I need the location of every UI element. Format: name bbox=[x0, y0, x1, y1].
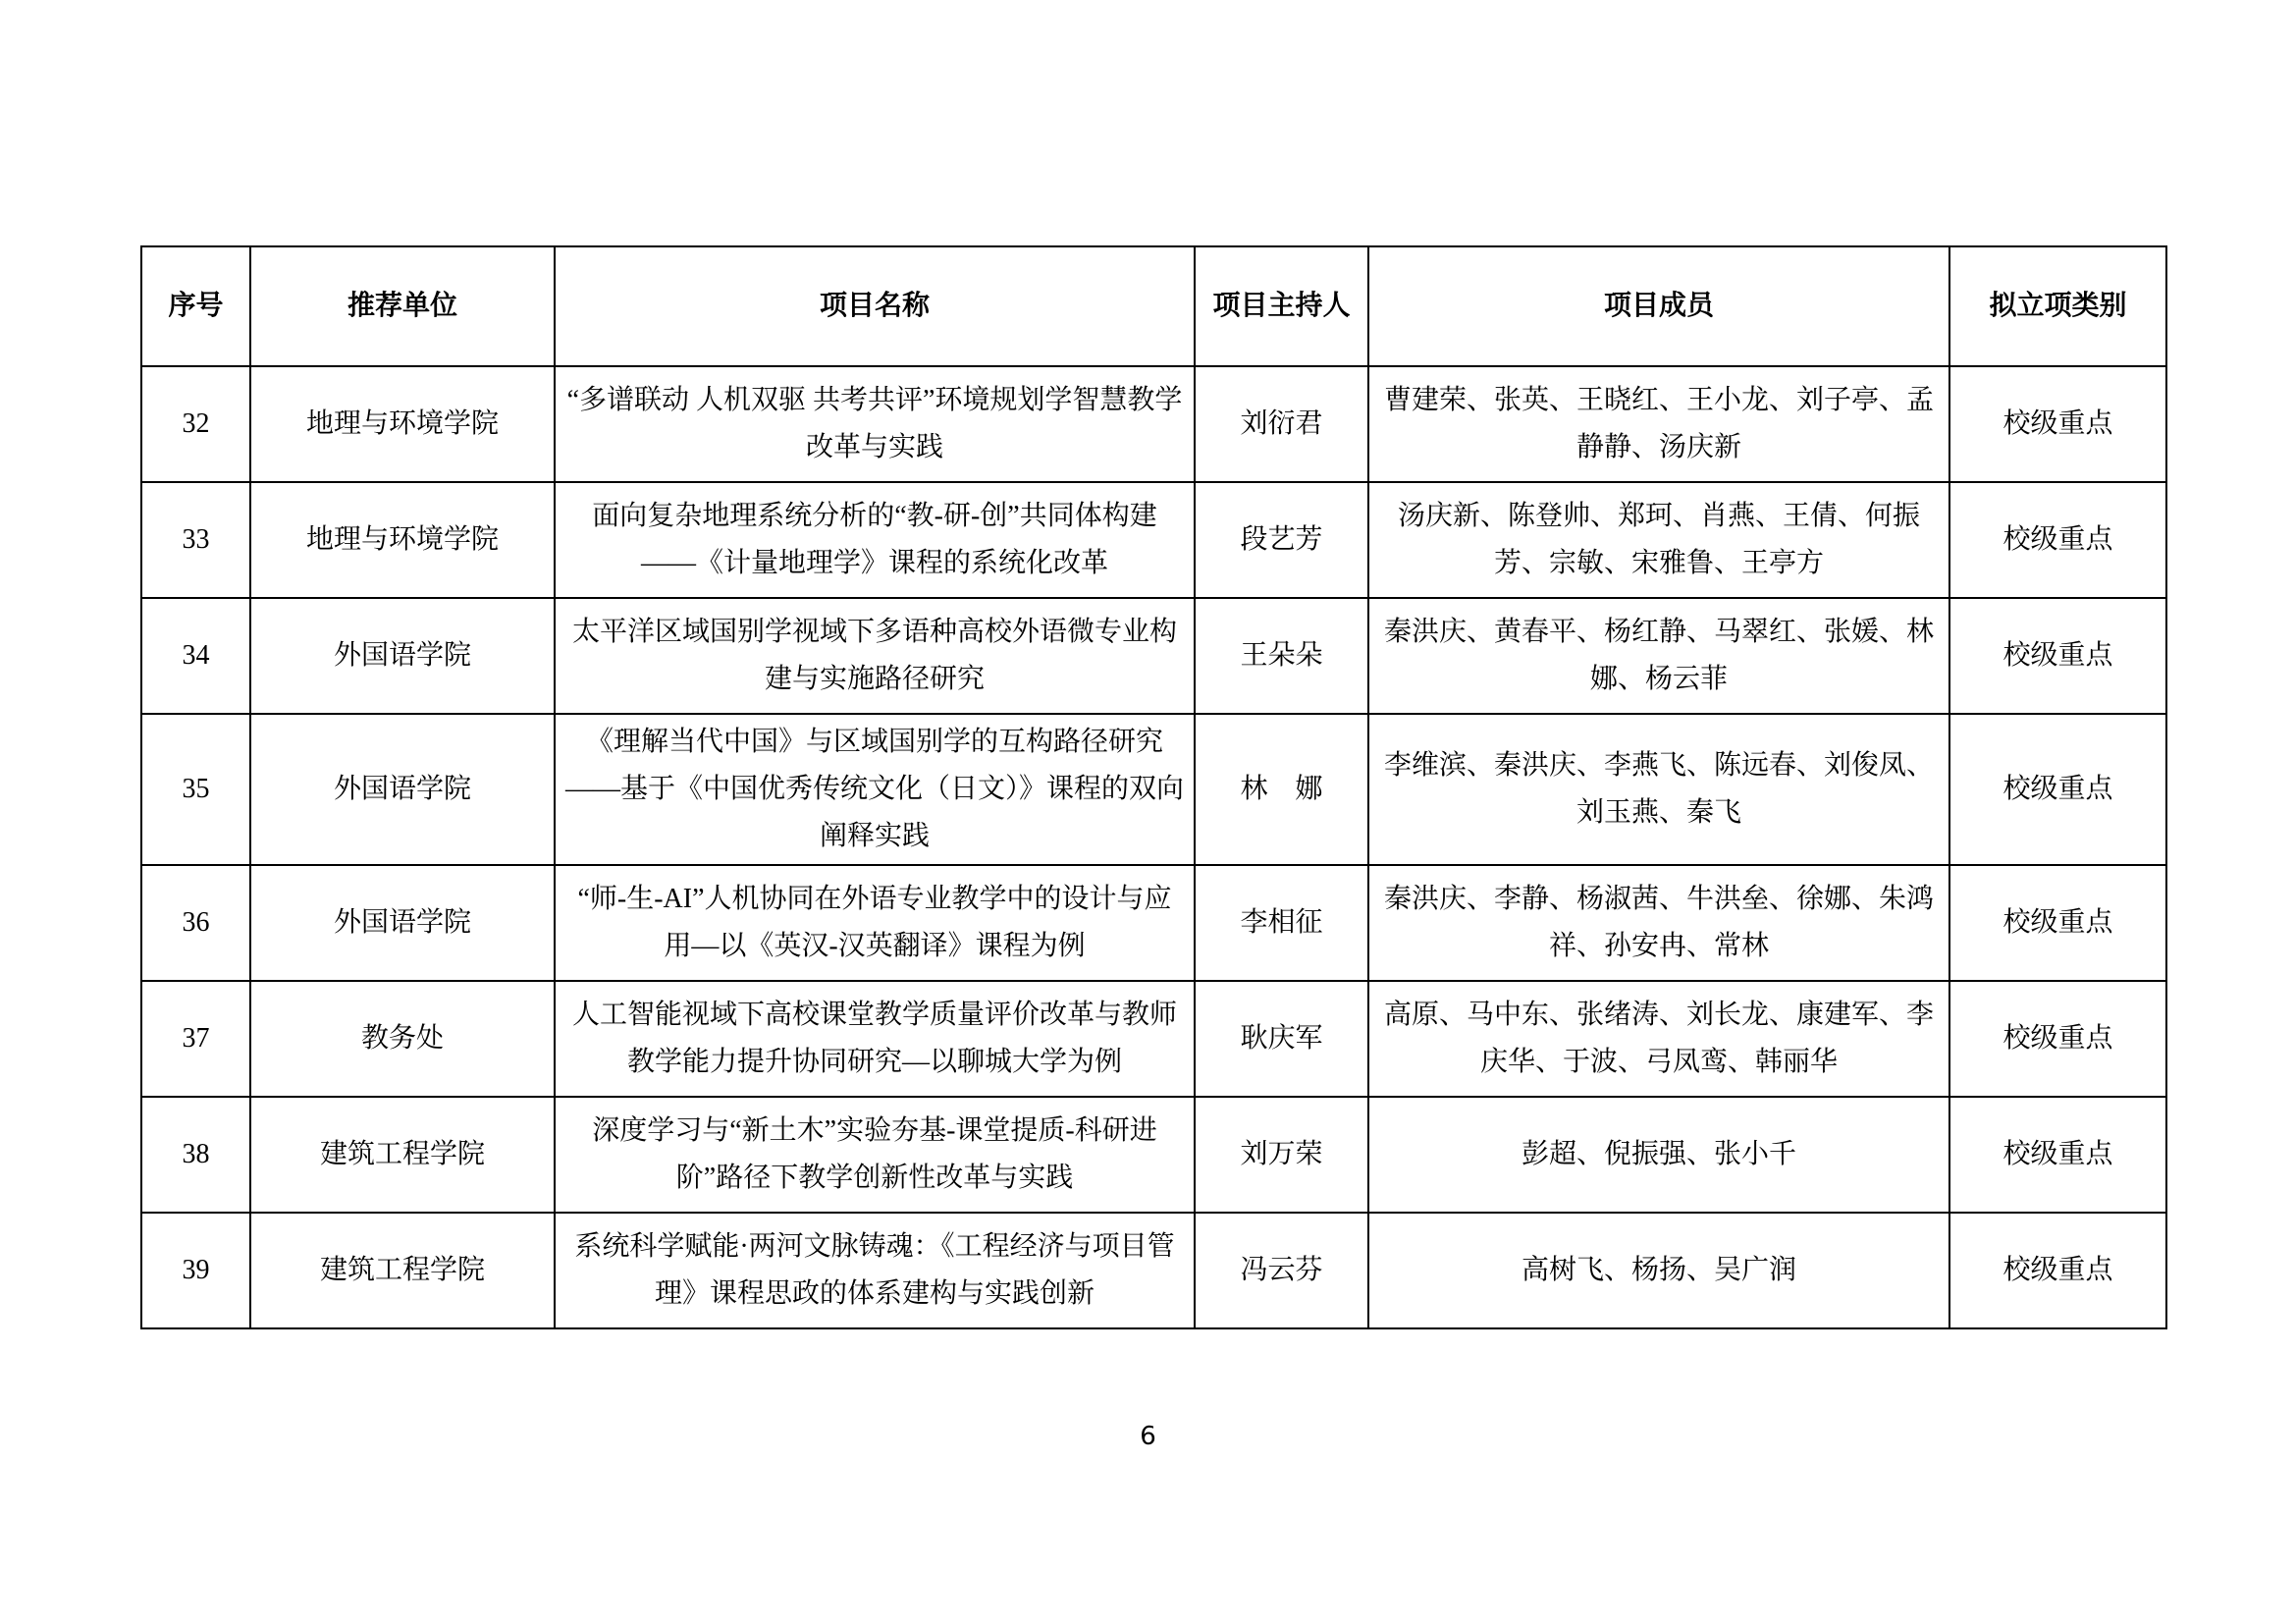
table-row bbox=[141, 366, 2166, 482]
unit-cell: 建筑工程学院 bbox=[250, 1097, 555, 1213]
header-project-name: 项目名称 bbox=[555, 246, 1195, 366]
unit-cell: 地理与环境学院 bbox=[250, 366, 555, 482]
members-cell: 高原、马中东、张绪涛、刘长龙、康建军、李庆华、于波、弓凤鸾、韩丽华 bbox=[1368, 981, 1949, 1097]
members-cell: 高树飞、杨扬、吴广润 bbox=[1368, 1213, 1949, 1328]
leader-cell: 段艺芳 bbox=[1195, 482, 1368, 598]
seq-cell: 37 bbox=[141, 981, 250, 1097]
seq-cell: 39 bbox=[141, 1213, 250, 1328]
unit-cell: 教务处 bbox=[250, 981, 555, 1097]
table-row bbox=[141, 714, 2166, 865]
project-name-cell: 人工智能视域下高校课堂教学质量评价改革与教师教学能力提升协同研究—以聊城大学为例 bbox=[555, 981, 1195, 1097]
leader-cell: 王朵朵 bbox=[1195, 598, 1368, 714]
leader-cell: 冯云芬 bbox=[1195, 1213, 1368, 1328]
leader-cell: 林 娜 bbox=[1195, 714, 1368, 865]
members-cell: 汤庆新、陈登帅、郑珂、肖燕、王倩、何振芳、宗敏、宋雅鲁、王亭方 bbox=[1368, 482, 1949, 598]
seq-cell: 38 bbox=[141, 1097, 250, 1213]
members-cell: 彭超、倪振强、张小千 bbox=[1368, 1097, 1949, 1213]
category-cell: 校级重点 bbox=[1949, 714, 2166, 865]
seq-cell: 33 bbox=[141, 482, 250, 598]
table-row bbox=[141, 1213, 2166, 1328]
leader-cell: 耿庆军 bbox=[1195, 981, 1368, 1097]
seq-cell: 32 bbox=[141, 366, 250, 482]
unit-cell: 外国语学院 bbox=[250, 714, 555, 865]
table-row bbox=[141, 598, 2166, 714]
unit-cell: 建筑工程学院 bbox=[250, 1213, 555, 1328]
seq-cell: 35 bbox=[141, 714, 250, 865]
header-seq: 序号 bbox=[141, 246, 250, 366]
project-name-cell: “师-生-AI”人机协同在外语专业教学中的设计与应用—以《英汉-汉英翻译》课程为例 bbox=[555, 865, 1195, 981]
table-row bbox=[141, 981, 2166, 1097]
members-cell: 曹建荣、张英、王晓红、王小龙、刘子亭、孟静静、汤庆新 bbox=[1368, 366, 1949, 482]
project-name-cell: “多谱联动 人机双驱 共考共评”环境规划学智慧教学改革与实践 bbox=[555, 366, 1195, 482]
members-cell: 秦洪庆、李静、杨淑茜、牛洪垒、徐娜、朱鸿祥、孙安冉、常林 bbox=[1368, 865, 1949, 981]
header-members: 项目成员 bbox=[1368, 246, 1949, 366]
unit-cell: 外国语学院 bbox=[250, 865, 555, 981]
project-name-cell: 太平洋区域国别学视域下多语种高校外语微专业构建与实施路径研究 bbox=[555, 598, 1195, 714]
project-name-cell: 系统科学赋能·两河文脉铸魂：《工程经济与项目管理》课程思政的体系建构与实践创新 bbox=[555, 1213, 1195, 1328]
table-row bbox=[141, 482, 2166, 598]
leader-cell: 刘万荣 bbox=[1195, 1097, 1368, 1213]
table-row bbox=[141, 1097, 2166, 1213]
category-cell: 校级重点 bbox=[1949, 482, 2166, 598]
header-category: 拟立项类别 bbox=[1949, 246, 2166, 366]
category-cell: 校级重点 bbox=[1949, 865, 2166, 981]
header-unit: 推荐单位 bbox=[250, 246, 555, 366]
category-cell: 校级重点 bbox=[1949, 366, 2166, 482]
category-cell: 校级重点 bbox=[1949, 1213, 2166, 1328]
table-row bbox=[141, 865, 2166, 981]
project-name-cell: 面向复杂地理系统分析的“教-研-创”共同体构建——《计量地理学》课程的系统化改革 bbox=[555, 482, 1195, 598]
category-cell: 校级重点 bbox=[1949, 1097, 2166, 1213]
leader-cell: 李相征 bbox=[1195, 865, 1368, 981]
table-header-row bbox=[141, 246, 2166, 366]
members-cell: 李维滨、秦洪庆、李燕飞、陈远春、刘俊凤、刘玉燕、秦飞 bbox=[1368, 714, 1949, 865]
leader-cell: 刘衍君 bbox=[1195, 366, 1368, 482]
members-cell: 秦洪庆、黄春平、杨红静、马翠红、张媛、林娜、杨云菲 bbox=[1368, 598, 1949, 714]
seq-cell: 36 bbox=[141, 865, 250, 981]
seq-cell: 34 bbox=[141, 598, 250, 714]
project-name-cell: 《理解当代中国》与区域国别学的互构路径研究——基于《中国优秀传统文化（日文）》课程的双向阐释实践 bbox=[555, 714, 1195, 865]
unit-cell: 地理与环境学院 bbox=[250, 482, 555, 598]
project-approval-table bbox=[140, 245, 2167, 1329]
page-number: 6 bbox=[1140, 1422, 1156, 1451]
category-cell: 校级重点 bbox=[1949, 598, 2166, 714]
header-leader: 项目主持人 bbox=[1195, 246, 1368, 366]
unit-cell: 外国语学院 bbox=[250, 598, 555, 714]
category-cell: 校级重点 bbox=[1949, 981, 2166, 1097]
project-name-cell: 深度学习与“新土木”实验夯基-课堂提质-科研进阶”路径下教学创新性改革与实践 bbox=[555, 1097, 1195, 1213]
